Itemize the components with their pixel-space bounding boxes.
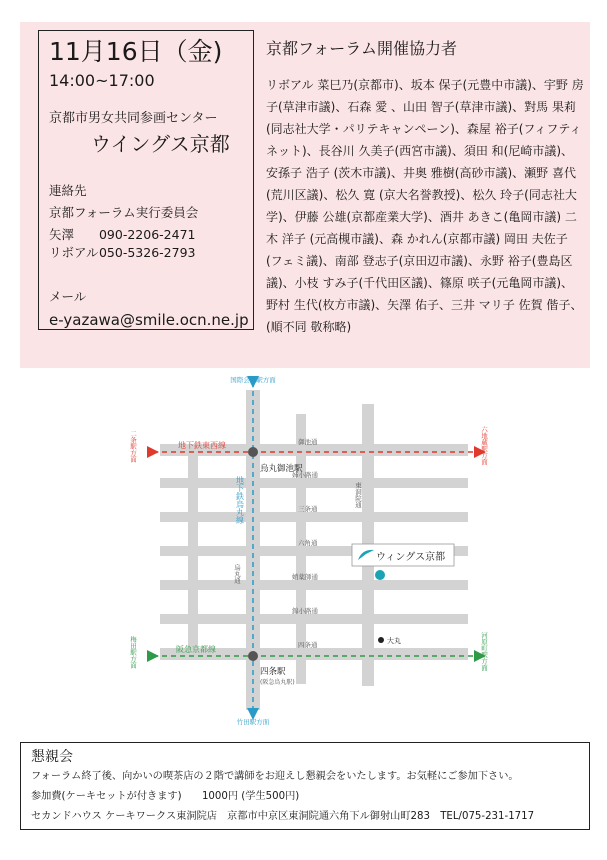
reception-box bbox=[20, 742, 590, 830]
event-date: 11月16日（金) bbox=[49, 37, 223, 66]
map-svg bbox=[100, 374, 510, 726]
contact-row bbox=[49, 243, 196, 261]
contact-name: リボアル bbox=[49, 245, 99, 260]
station-oike-marker bbox=[248, 447, 258, 457]
street-label: 六角通 bbox=[298, 539, 318, 547]
reception-fee: 参加費(ケーキセットが付きます) 1000円 (学生500円) bbox=[31, 791, 300, 802]
sanjo-road bbox=[160, 512, 468, 522]
anekoji-road bbox=[160, 478, 468, 488]
station-shijo-label: 四条駅 bbox=[260, 667, 286, 677]
north-direction-label: 国際会館駅方面 bbox=[230, 376, 276, 384]
station-oike-label: 烏丸御池駅 bbox=[260, 464, 303, 474]
reception-description: フォーラム終了後、向かいの喫茶店の２階で講師をお迎えし懇親会をいたします。お気軽にご参加下さい。 bbox=[31, 771, 519, 782]
street-label: 蛸薬師通 bbox=[292, 573, 318, 581]
reception-title: 懇親会 bbox=[31, 749, 73, 765]
street-label: 御池通 bbox=[298, 438, 318, 446]
event-info-box bbox=[38, 30, 254, 330]
venue-pin-icon bbox=[375, 570, 385, 580]
tozai-line-label: 地下鉄東西線 bbox=[178, 441, 226, 450]
contact-phone[interactable]: 050-5326-2793 bbox=[98, 245, 196, 260]
street-label: 四条通 bbox=[298, 641, 318, 649]
east-top-direction-label: 六地蔵駅方面 bbox=[480, 426, 488, 465]
contact-phone[interactable]: 090-2206-2471 bbox=[98, 227, 196, 242]
mail-heading: メール bbox=[49, 289, 87, 304]
street-label: 三条通 bbox=[298, 505, 318, 513]
street-label: 姉小路通 bbox=[292, 471, 318, 479]
station-shijo-sub-label: (阪急烏丸駅) bbox=[260, 679, 295, 686]
hankyu-line-label: 阪急京都線 bbox=[176, 645, 216, 654]
contact-organization: 京都フォーラム実行委員会 bbox=[49, 205, 199, 220]
cooperators-title: 京都フォーラム開催協力者 bbox=[266, 39, 458, 58]
cooperators-list: リボアル 菜巳乃(京都市)、坂本 保子(元豊中市議)、宇野 房子(草津市議)、石森 愛 、山田 智子(草津市議)、對馬 果莉(同志社大学・パリテキャンペーン)、森屋 裕子(フィフティネット)、長谷川 久美子(西宮市議)、須田 和(尼崎市議)、安孫子 浩子 (茨木市議)、井奥 雅樹(高砂市議)、瀬野 喜代(荒川区議)、松久 寛 (京大名誉教授)、松久 玲子(同志社大学)、伊藤 公雄(京都産業大学)、酒井 あきこ(亀岡市議) 二木 洋子 (元高槻市議)、森 かれん(京都市議) 岡田 夫佐子(フェミ議)、南部 登志子(京田辺市議)、永野 裕子(豊島区議)、小枝 すみ子(千代田区議)、篠原 咲子(元亀岡市議)、野村 生代(枚方市議)、矢澤 佑子、三井 マリ子 佐賀 偕子、(順不同 敬称略) bbox=[266, 78, 584, 334]
street-label: 錦小路通 bbox=[292, 607, 318, 615]
east-bottom-direction-label: 河原町駅方面 bbox=[480, 632, 488, 671]
contact-heading: 連絡先 bbox=[49, 183, 87, 198]
south-direction-label: 竹田駅方面 bbox=[236, 718, 270, 726]
west-top-direction-label: 二条駅方面 bbox=[129, 430, 137, 463]
contact-row bbox=[49, 225, 196, 243]
access-map bbox=[100, 374, 510, 726]
nishikikoji-road bbox=[160, 614, 468, 624]
email-link[interactable]: e-yazawa@smile.ocn.ne.jp bbox=[49, 311, 249, 329]
takoyakushi-road bbox=[160, 580, 468, 590]
station-shijo-marker bbox=[248, 651, 258, 661]
event-time: 14:00~17:00 bbox=[49, 71, 155, 90]
reception-location: セカンドハウス ケーキワークス東洞院店 京都市中京区東洞院通六角下ル御射山町283 TEL/075-231-1717 bbox=[31, 811, 535, 822]
street-label: 烏丸通 bbox=[233, 564, 241, 584]
contact-name: 矢澤 bbox=[49, 227, 75, 242]
venue-marker-label: ウィングス京都 bbox=[376, 552, 446, 563]
venue-label: 京都市男女共同参画センター bbox=[49, 111, 218, 126]
daimaru-marker bbox=[378, 637, 384, 643]
karasuma-line-label: 地下鉄烏丸線 bbox=[235, 476, 245, 524]
venue-name: ウイングス京都 bbox=[91, 132, 230, 156]
west-bottom-direction-label: 梅田駅方面 bbox=[129, 636, 137, 669]
daimaru-label: 大丸 bbox=[387, 637, 401, 645]
street-label: 東洞院通 bbox=[354, 482, 362, 508]
